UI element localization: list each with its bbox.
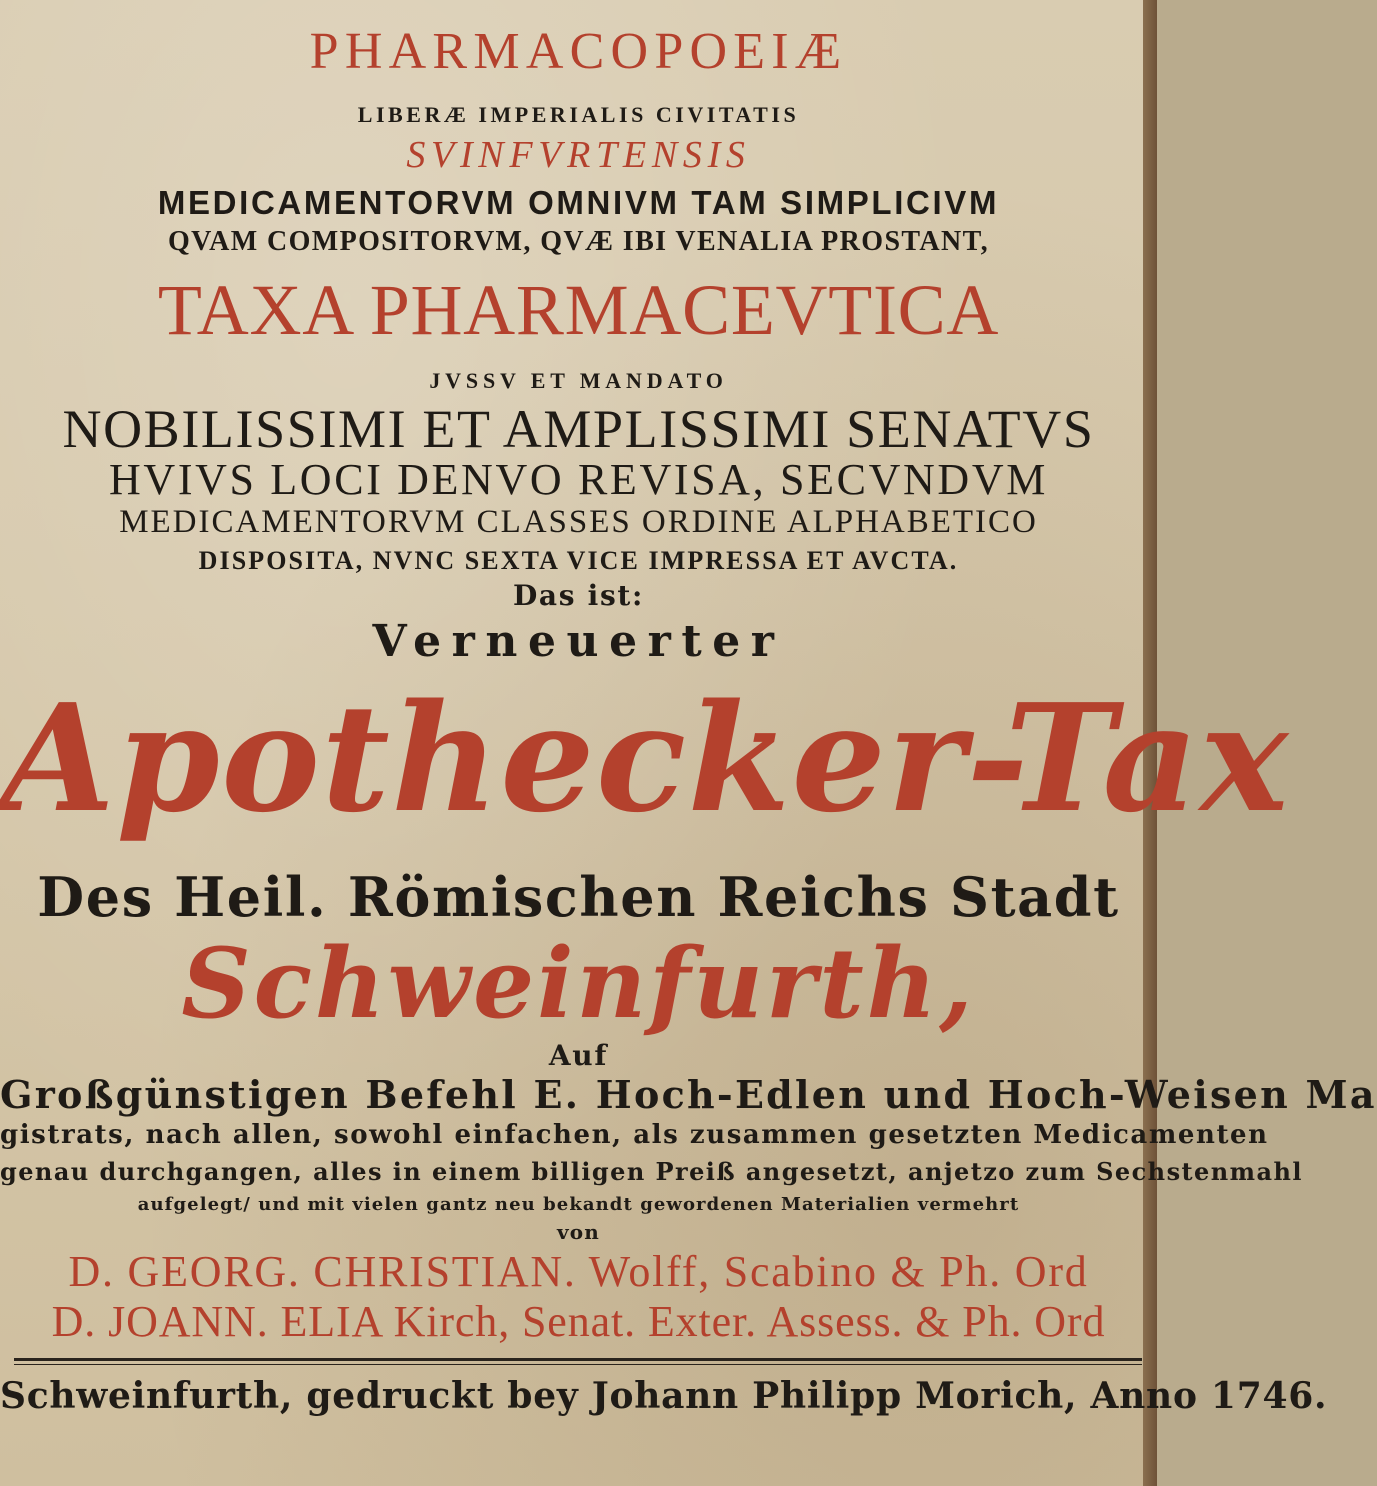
line-aufgelegt: aufgelegt/ und mit vielen gantz neu bekandt gewordenen Materialien vermehrt	[137, 1194, 1020, 1215]
title-pharmacopoeiae: PHARMACOPOEIÆ	[309, 23, 848, 80]
line-huius-loci: HVIVS LOCI DENVO REVISA, SECVNDVM	[108, 455, 1049, 504]
title-schweinfurth: Schweinfurth,	[181, 927, 976, 1040]
line-genau: genau durchgangen, alles in einem billigen Preiß angesetzt, anjetzo zum Sechstenmahl	[0, 1157, 1303, 1186]
line-von: von	[556, 1220, 601, 1244]
imprint: Schweinfurth, gedruckt bey Johann Philipp Morich, Anno 1746.	[0, 1375, 1328, 1417]
subtitle-svinfvrtensis: SVINFVRTENSIS	[406, 134, 751, 176]
line-auf: Auf	[548, 1039, 609, 1072]
line-gistrats: gistrats, nach allen, sowohl einfachen, als zusammen gesetzten Medicamenten	[0, 1120, 1269, 1150]
author-wolff: D. GEORG. CHRISTIAN. Wolff, Scabino & Ph. Ord	[68, 1247, 1089, 1296]
line-disposita: DISPOSITA, NVNC SEXTA VICE IMPRESSA ET AVCTA.	[198, 546, 959, 575]
line-des-heil: Des Heil. Römischen Reichs Stadt	[37, 865, 1120, 929]
line-nobilissimi: NOBILISSIMI ET AMPLISSIMI SENATVS	[62, 399, 1095, 459]
line-jussu: JVSSV ET MANDATO	[429, 368, 728, 393]
line-medicamentorum: MEDICAMENTORVM OMNIVM TAM SIMPLICIVM	[157, 184, 1000, 221]
line-das-ist: Das ist:	[512, 579, 645, 612]
line-grossguenstigen: Großgünstigen Befehl E. Hoch-Edlen und Hoch-Weisen Ma	[0, 1072, 1377, 1117]
divider-rule-thick	[14, 1358, 1142, 1361]
title-taxa-pharmaceutica: TAXA PHARMACEVTICA	[157, 270, 1000, 350]
subtitle-liberae: LIBERÆ IMPERIALIS CIVITATIS	[357, 102, 800, 127]
line-verneuerter: Verneuerter	[372, 616, 785, 667]
divider-rule-thin	[14, 1364, 1142, 1365]
title-apothecker-tax: Apothecker-Tax	[0, 671, 1290, 845]
author-kirch: D. JOANN. ELIA Kirch, Senat. Exter. Assess. & Ph. Ord	[51, 1297, 1106, 1346]
line-quam-compositorum: QVAM COMPOSITORVM, QVÆ IBI VENALIA PROSTANT,	[167, 226, 990, 257]
line-classes: MEDICAMENTORVM CLASSES ORDINE ALPHABETICO	[119, 504, 1038, 540]
